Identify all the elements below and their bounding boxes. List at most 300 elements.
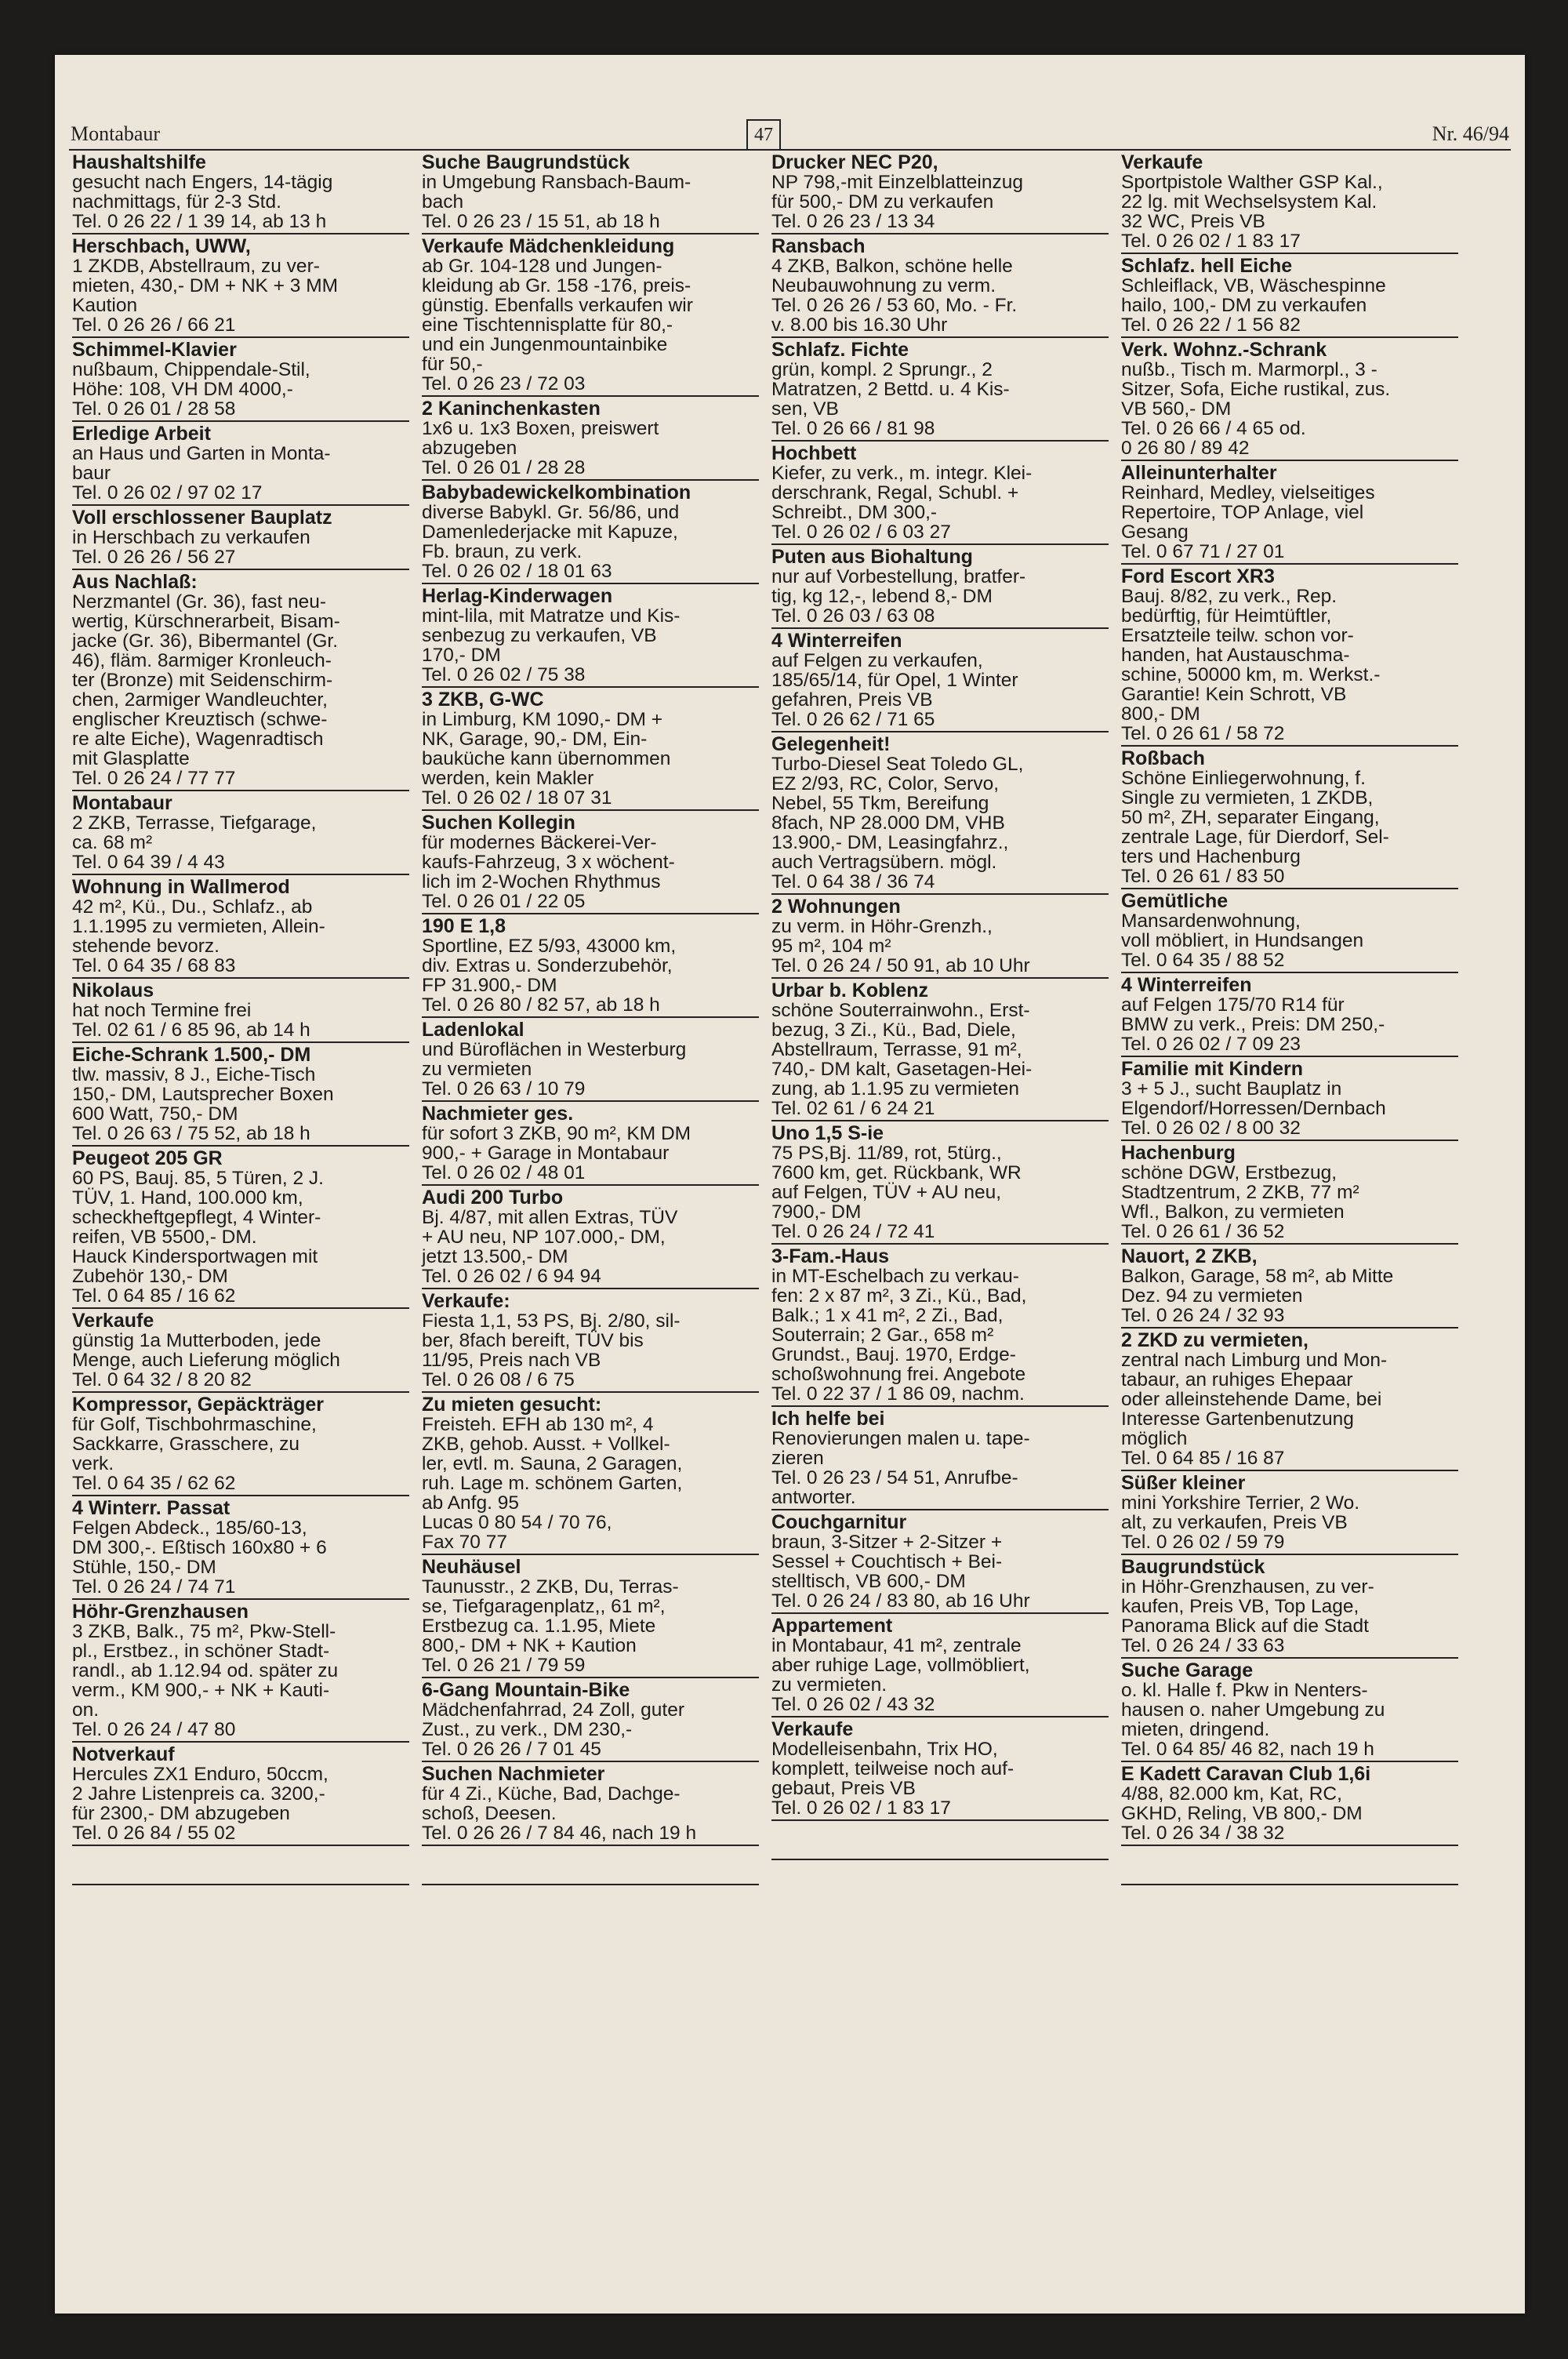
- ad-text-line: nußbaum, Chippendale-Stil,: [72, 359, 310, 380]
- ad-text-line: Bauj. 8/82, zu verk., Rep.: [1121, 586, 1338, 607]
- ad-text-line: zieren: [771, 1448, 824, 1469]
- ad-text-line: Abstellraum, Terrasse, 91 m²,: [771, 1039, 1022, 1060]
- ad-text-line: schöne Souterrainwohn., Erst-: [771, 1000, 1030, 1021]
- ad-phone: Tel. 0 64 32 / 8 20 82: [72, 1369, 252, 1390]
- classified-ad: [771, 1123, 1109, 1245]
- ad-text-line: mint-lila, mit Matratze und Kis-: [422, 605, 681, 627]
- ad-text-line: derschrank, Regal, Schubl. +: [771, 482, 1019, 503]
- ad-text-line: 800,- DM + NK + Kaution: [422, 1635, 637, 1656]
- ad-text-line: zung, ab 1.1.95 zu vermieten: [771, 1078, 1019, 1100]
- ad-text-line: Lucas 0 80 54 / 70 76,: [422, 1512, 612, 1533]
- ad-text-line: zu verm. in Höhr-Grenzh.,: [771, 916, 993, 937]
- classified-ad: [771, 547, 1109, 629]
- ad-text-line: jacke (Gr. 36), Bibermantel (Gr.: [72, 631, 339, 652]
- ad-text-line: Schöne Einliegerwohnung, f.: [1121, 768, 1366, 789]
- ad-phone: Tel. 0 26 23 / 13 34: [771, 211, 935, 232]
- ad-text-line: NP 798,-mit Einzelblatteinzug: [771, 172, 1023, 193]
- ad-text-line: für sofort 3 ZKB, 90 m², KM DM: [422, 1123, 691, 1144]
- ad-text-line: für 4 Zi., Küche, Bad, Dachge-: [422, 1783, 681, 1805]
- ad-title: Gemütliche: [1121, 890, 1229, 912]
- ad-phone: Tel. 0 26 22 / 1 56 82: [1121, 314, 1301, 336]
- ad-text-line: Gesang: [1121, 522, 1189, 543]
- ad-text-line: 95 m², 104 m²: [771, 936, 891, 957]
- classified-ad: [1121, 1473, 1458, 1555]
- ad-text-line: tig, kg 12,-, lebend 8,- DM: [771, 586, 993, 607]
- ad-text-line: Dez. 94 zu vermieten: [1121, 1285, 1303, 1307]
- ad-phone: 0 26 80 / 89 42: [1121, 438, 1250, 459]
- classified-ad: [771, 152, 1109, 234]
- classified-ad: [72, 1498, 409, 1600]
- ad-title: Nachmieter ges.: [422, 1103, 574, 1125]
- ad-title: Verkaufe: [771, 1718, 854, 1740]
- ad-text-line: baur: [72, 463, 111, 484]
- ad-phone: Tel. 0 26 02 / 7 09 23: [1121, 1034, 1301, 1055]
- classified-ad: [771, 734, 1109, 895]
- ad-text-line: randl., ab 1.12.94 od. später zu: [72, 1660, 339, 1681]
- classified-ad: [72, 1394, 409, 1496]
- ad-text-line: jetzt 13.500,- DM: [422, 1246, 568, 1267]
- classified-ad: [422, 1291, 759, 1393]
- ad-text-line: werden, kein Makler: [422, 768, 594, 789]
- issue-number: Nr. 46/94: [1432, 122, 1509, 145]
- ad-text-line: alt, zu verkaufen, Preis VB: [1121, 1512, 1348, 1533]
- ad-column-2: [422, 152, 759, 1885]
- ad-text-line: Tel. 0 26 26 / 53 60, Mo. - Fr.: [771, 295, 1018, 316]
- ad-phone: Tel. 0 67 71 / 27 01: [1121, 541, 1285, 562]
- classified-ad: [72, 877, 409, 979]
- ad-text-line: eine Tischtennisplatte für 80,-: [422, 314, 673, 336]
- ad-phone: Tel. 0 26 02 / 1 83 17: [1121, 231, 1301, 252]
- ad-text-line: aber ruhige Lage, vollmöbliert,: [771, 1655, 1030, 1676]
- ad-text-line: scheckheftgepflegt, 4 Winter-: [72, 1207, 321, 1228]
- classified-ad: [422, 1187, 759, 1289]
- classified-ad: [72, 572, 409, 791]
- ad-title: Audi 200 Turbo: [422, 1187, 564, 1209]
- classified-ad: [771, 1246, 1109, 1407]
- ad-text-line: schoß, Deesen.: [422, 1803, 557, 1824]
- ad-phone: Tel. 0 26 63 / 10 79: [422, 1078, 586, 1100]
- ad-phone: Fax 70 77: [422, 1532, 507, 1553]
- ad-text-line: EZ 2/93, RC, Color, Servo,: [771, 773, 1000, 794]
- ad-text-line: ler, evtl. m. Sauna, 2 Garagen,: [422, 1453, 683, 1474]
- ad-text-line: Neubauwohnung zu verm.: [771, 275, 996, 296]
- ad-phone: Tel. 0 26 03 / 63 08: [771, 605, 935, 627]
- ad-title: Süßer kleiner: [1121, 1472, 1246, 1494]
- ad-title: Baugrundstück: [1121, 1556, 1265, 1578]
- ad-text-line: bach: [422, 191, 464, 213]
- ad-text-line: Mansardenwohnung,: [1121, 911, 1301, 932]
- ad-text-line: Sportline, EZ 5/93, 43000 km,: [422, 936, 677, 957]
- ad-text-line: schoßwohnung frei. Angebote: [771, 1364, 1026, 1385]
- ad-phone: Tel. 0 26 02 / 75 38: [422, 664, 586, 685]
- ad-text-line: zu vermieten: [422, 1059, 532, 1080]
- ad-phone: Tel. 0 26 61 / 36 52: [1121, 1221, 1285, 1242]
- classified-ad: [1121, 1246, 1458, 1329]
- classified-ad: [771, 980, 1109, 1121]
- ad-phone: Tel. 0 26 02 / 1 83 17: [771, 1797, 951, 1819]
- ad-title: Roßbach: [1121, 747, 1205, 769]
- ad-phone: Tel. 0 26 26 / 7 84 46, nach 19 h: [422, 1823, 697, 1844]
- classified-ad: [422, 1764, 759, 1846]
- ad-text-line: 7900,- DM: [771, 1201, 862, 1223]
- ad-text-line: mini Yorkshire Terrier, 2 Wo.: [1121, 1492, 1360, 1514]
- ad-text-line: günstig 1a Mutterboden, jede: [72, 1330, 321, 1351]
- ad-phone: Tel. 0 26 01 / 28 28: [422, 457, 586, 478]
- ad-text-line: TÜV, 1. Hand, 100.000 km,: [72, 1187, 303, 1209]
- ad-title: Aus Nachlaß:: [72, 571, 198, 593]
- classified-ad: [1121, 1330, 1458, 1471]
- ad-phone: Tel. 0 26 02 / 43 32: [771, 1694, 935, 1715]
- ad-text-line: Kiefer, zu verk., m. integr. Klei-: [771, 463, 1033, 484]
- ad-text-line: Grundst., Bauj. 1970, Erdge-: [771, 1344, 1016, 1365]
- ad-text-line: zu vermieten.: [771, 1674, 887, 1696]
- ad-text-line: auch Vertragsübern. mögl.: [771, 852, 997, 873]
- ad-text-line: Modelleisenbahn, Trix HO,: [771, 1739, 998, 1760]
- classified-ad: [771, 1512, 1109, 1614]
- ad-text-line: oder alleinstehende Dame, bei: [1121, 1389, 1382, 1410]
- ad-title: Hochbett: [771, 442, 857, 464]
- ad-phone: Tel. 0 26 02 / 59 79: [1121, 1532, 1285, 1553]
- ad-text-line: Wfl., Balkon, zu vermieten: [1121, 1201, 1345, 1223]
- ad-text-line: Sitzer, Sofa, Eiche rustikal, zus.: [1121, 379, 1391, 400]
- ad-text-line: Bj. 4/87, mit allen Extras, TÜV: [422, 1207, 678, 1228]
- ad-text-line: ZKB, gehob. Ausst. + Vollkel-: [422, 1434, 670, 1455]
- ad-title: Verkaufe: [1121, 151, 1203, 173]
- ad-phone: Tel. 0 64 85/ 46 82, nach 19 h: [1121, 1739, 1374, 1760]
- ad-text-line: kaufs-Fahrzeug, 3 x wöchent-: [422, 852, 675, 873]
- ad-text-line: nur auf Vorbestellung, bratfer-: [771, 566, 1026, 587]
- ad-text-line: Freisteh. EFH ab 130 m², 4: [422, 1414, 654, 1435]
- classified-ad: [1121, 1059, 1458, 1141]
- ad-text-line: Sessel + Couchtisch + Bei-: [771, 1551, 1003, 1572]
- ad-text-line: gebaut, Preis VB: [771, 1778, 916, 1799]
- ad-text-line: div. Extras u. Sonderzubehör,: [422, 955, 673, 976]
- ad-text-line: für Golf, Tischbohrmaschine,: [72, 1414, 317, 1435]
- classified-ad: [72, 507, 409, 570]
- page-number: 47: [746, 119, 781, 149]
- classified-ad: [771, 1616, 1109, 1717]
- ad-text-line: und ein Jungenmountainbike: [422, 334, 668, 355]
- ad-phone: Tel. 0 26 22 / 1 39 14, ab 13 h: [72, 211, 327, 232]
- ad-text-line: Single zu vermieten, 1 ZKDB,: [1121, 787, 1374, 809]
- ad-text-line: Ersatzteile teilw. schon vor-: [1121, 625, 1354, 646]
- ad-text-line: Fiesta 1,1, 53 PS, Bj. 2/80, sil-: [422, 1310, 681, 1332]
- ad-text-line: in Limburg, KM 1090,- DM +: [422, 709, 663, 730]
- ad-phone: Tel. 0 64 39 / 4 43: [72, 852, 225, 873]
- ad-text-line: reifen, VB 5500,- DM.: [72, 1227, 257, 1248]
- ad-text-line: günstig. Ebenfalls verkaufen wir: [422, 295, 693, 316]
- ad-text-line: Nerzmantel (Gr. 36), fast neu-: [72, 591, 327, 612]
- classified-ad: [422, 1020, 759, 1102]
- ad-text-line: Elgendorf/Horressen/Dernbach: [1121, 1098, 1386, 1119]
- ad-phone: Tel. 0 26 84 / 55 02: [72, 1823, 236, 1844]
- ad-title: Suche Garage: [1121, 1659, 1254, 1681]
- ad-text-line: Hauck Kindersportwagen mit: [72, 1246, 318, 1267]
- ad-text-line: voll möbliert, in Hundsangen: [1121, 930, 1364, 951]
- ad-phone: Tel. 0 26 80 / 82 57, ab 18 h: [422, 994, 660, 1016]
- ad-phone: Tel. 0 26 66 / 81 98: [771, 418, 935, 439]
- classified-ad: [771, 340, 1109, 442]
- ad-text-line: 2 Jahre Listenpreis ca. 3200,-: [72, 1783, 325, 1805]
- ad-title: Verkaufe:: [422, 1290, 510, 1312]
- ad-title: Suche Baugrundstück: [422, 151, 630, 173]
- ad-phone: Tel. 0 26 02 / 97 02 17: [72, 482, 263, 503]
- ad-text-line: ruh. Lage m. schönem Garten,: [422, 1473, 683, 1494]
- ad-title: Suchen Nachmieter: [422, 1763, 605, 1785]
- ad-text-line: bauküche kann übernommen: [422, 748, 671, 769]
- ad-text-line: Tel. 0 26 23 / 54 51, Anrufbe-: [771, 1467, 1018, 1488]
- ad-text-line: 2 ZKB, Terrasse, Tiefgarage,: [72, 812, 317, 834]
- ad-phone: Tel. 0 26 21 / 79 59: [422, 1655, 586, 1676]
- ad-text-line: Nebel, 55 Tkm, Bereifung: [771, 793, 989, 814]
- ad-text-line: auf Felgen zu verkaufen,: [771, 650, 983, 671]
- classified-ad: [422, 1103, 759, 1186]
- ad-text-line: tabaur, an ruhiges Ehepaar: [1121, 1369, 1353, 1390]
- ad-phone: Tel. 0 26 62 / 71 65: [771, 709, 935, 730]
- classified-ad: [1121, 463, 1458, 565]
- ad-text-line: 13.900,- DM, Leasingfahrz.,: [771, 832, 1009, 853]
- ad-phone: Tel. 02 61 / 6 85 96, ab 14 h: [72, 1020, 310, 1041]
- classified-ad: [422, 1557, 759, 1678]
- classified-ad: [1121, 748, 1458, 889]
- ad-text-line: Felgen Abdeck., 185/60-13,: [72, 1518, 307, 1539]
- ad-text-line: für modernes Bäckerei-Ver-: [422, 832, 657, 853]
- ad-text-line: mit Glasplatte: [72, 748, 190, 769]
- ad-text-line: Turbo-Diesel Seat Toledo GL,: [771, 754, 1024, 775]
- ad-phone: Tel. 0 26 02 / 48 01: [422, 1162, 586, 1183]
- ad-phone: Tel. 0 26 61 / 83 50: [1121, 866, 1285, 887]
- ad-text-line: wertig, Kürschnerarbeit, Bisam-: [72, 611, 340, 632]
- ad-text-line: 4/88, 82.000 km, Kat, RC,: [1121, 1783, 1342, 1805]
- ad-title: Zu mieten gesucht:: [422, 1394, 602, 1416]
- ad-phone: Tel. 0 64 85 / 16 62: [72, 1285, 236, 1307]
- ad-text-line: Garantie! Kein Schrott, VB: [1121, 684, 1347, 705]
- ad-text-line: 4 ZKB, Balkon, schöne helle: [771, 256, 1013, 277]
- classified-ad: [771, 443, 1109, 545]
- ad-title: Montabaur: [72, 792, 172, 814]
- ad-text-line: Taunusstr., 2 ZKB, Du, Terras-: [422, 1576, 679, 1598]
- ad-text-line: in Herschbach zu verkaufen: [72, 527, 310, 548]
- ad-text-line: nußb., Tisch m. Marmorpl., 3 -: [1121, 359, 1377, 380]
- ad-text-line: Erstbezug ca. 1.1.95, Miete: [422, 1616, 656, 1637]
- ad-text-line: ters und Hachenburg: [1121, 846, 1301, 867]
- ad-title: 2 ZKD zu vermieten,: [1121, 1329, 1308, 1351]
- ad-phone: Tel. 0 64 35 / 62 62: [72, 1473, 236, 1494]
- ad-text-line: komplett, teilweise noch auf-: [771, 1758, 1014, 1779]
- classified-ad: [1121, 891, 1458, 973]
- classified-ad: [1121, 1557, 1458, 1659]
- ad-text-line: schine, 50000 km, m. Werkst.-: [1121, 664, 1381, 685]
- ad-title: E Kadett Caravan Club 1,6i: [1121, 1763, 1371, 1785]
- ad-text-line: lich im 2-Wochen Rhythmus: [422, 871, 661, 892]
- classified-ad: [72, 793, 409, 875]
- ad-phone: Tel. 0 26 01 / 22 05: [422, 891, 586, 912]
- classified-ad: [771, 896, 1109, 979]
- ad-text-line: gefahren, Preis VB: [771, 689, 933, 711]
- ad-text-line: Panorama Blick auf die Stadt: [1121, 1616, 1369, 1637]
- classified-ad: [72, 236, 409, 338]
- ad-title: Notverkauf: [72, 1743, 175, 1765]
- ad-text-line: DM 300,-. Eßtisch 160x80 + 6: [72, 1537, 327, 1558]
- classified-ad: [771, 1408, 1109, 1510]
- ad-text-line: 75 PS,Bj. 11/89, rot, 5türg.,: [771, 1143, 1002, 1164]
- ad-phone: antworter.: [771, 1487, 856, 1508]
- ad-text-line: 185/65/14, für Opel, 1 Winter: [771, 670, 1018, 691]
- ad-text-line: Stühle, 150,- DM: [72, 1557, 216, 1578]
- ad-text-line: mieten, 430,- DM + NK + 3 MM: [72, 275, 339, 296]
- ad-text-line: 60 PS, Bauj. 85, 5 Türen, 2 J.: [72, 1168, 324, 1189]
- classified-ad: [1121, 340, 1458, 461]
- ad-title: Nikolaus: [72, 980, 154, 1001]
- ad-text-line: für 500,- DM zu verkaufen: [771, 191, 994, 213]
- ad-text-line: in Montabaur, 41 m², zentrale: [771, 1635, 1022, 1656]
- ad-text-line: 170,- DM: [422, 645, 501, 666]
- ad-text-line: 42 m², Kü., Du., Schlafz., ab: [72, 896, 313, 918]
- classified-ad: [1121, 975, 1458, 1057]
- classified-ad: [72, 152, 409, 234]
- ad-title: Herschbach, UWW,: [72, 235, 251, 257]
- ad-text-line: + AU neu, NP 107.000,- DM,: [422, 1227, 666, 1248]
- classified-ad: [72, 1310, 409, 1393]
- ad-title: Familie mit Kindern: [1121, 1058, 1303, 1080]
- ad-text-line: kleidung ab Gr. 158 -176, preis-: [422, 275, 691, 296]
- ad-column-4: [1121, 152, 1458, 1885]
- ad-text-line: 600 Watt, 750,- DM: [72, 1103, 238, 1125]
- ad-text-line: englischer Kreuztisch (schwe-: [72, 709, 328, 730]
- ad-phone: Tel. 0 26 26 / 66 21: [72, 314, 236, 336]
- ad-text-line: mieten, dringend.: [1121, 1719, 1270, 1740]
- classified-ad: [771, 1719, 1109, 1821]
- ad-text-line: in MT-Eschelbach zu verkau-: [771, 1266, 1019, 1287]
- ad-text-line: 800,- DM: [1121, 703, 1200, 725]
- ad-text-line: 11/95, Preis nach VB: [422, 1350, 601, 1371]
- ad-text-line: 1.1.1995 zu vermieten, Allein-: [72, 916, 325, 937]
- classified-ad: [422, 586, 759, 688]
- ad-text-line: ca. 68 m²: [72, 832, 153, 853]
- ad-text-line: Reinhard, Medley, vielseitiges: [1121, 482, 1375, 503]
- ad-text-line: fen: 2 x 87 m², 3 Zi., Kü., Bad,: [771, 1285, 1027, 1307]
- ad-title: Verkaufe Mädchenkleidung: [422, 235, 675, 257]
- ad-phone: Tel. 0 64 38 / 36 74: [771, 871, 935, 892]
- ad-title: Herlag-Kinderwagen: [422, 585, 613, 607]
- ad-title: Schimmel-Klavier: [72, 339, 237, 361]
- ad-title: Wohnung in Wallmerod: [72, 876, 290, 898]
- ad-title: 2 Kaninchenkasten: [422, 398, 601, 420]
- ad-text-line: Menge, auch Lieferung möglich: [72, 1350, 340, 1371]
- ad-title: Ransbach: [771, 235, 866, 257]
- ad-text-line: schöne DGW, Erstbezug,: [1121, 1162, 1338, 1183]
- ad-text-line: 900,- + Garage in Montabaur: [422, 1143, 670, 1164]
- ad-column-1: [72, 152, 409, 1885]
- ad-phone: Tel. 0 26 08 / 6 75: [422, 1369, 575, 1390]
- ad-phone: Tel. 0 64 35 / 68 83: [72, 955, 236, 976]
- ad-title: Babybadewickelkombination: [422, 482, 691, 503]
- ad-text-line: se, Tiefgaragenplatz,, 61 m²,: [422, 1596, 666, 1617]
- classified-ad: [422, 1394, 759, 1555]
- ad-title: Ladenlokal: [422, 1019, 524, 1041]
- ad-text-line: abzugeben: [422, 438, 517, 459]
- ad-text-line: 1x6 u. 1x3 Boxen, preiswert: [422, 418, 659, 439]
- ad-title: Verkaufe: [72, 1310, 154, 1332]
- ad-phone: Tel. 0 26 26 / 56 27: [72, 547, 236, 568]
- ad-text-line: handen, hat Austauschma-: [1121, 645, 1350, 666]
- ad-text-line: Balkon, Garage, 58 m², ab Mitte: [1121, 1266, 1394, 1287]
- ad-title: Höhr-Grenzhausen: [72, 1601, 249, 1623]
- classified-ad: [72, 340, 409, 422]
- ad-title: 3 ZKB, G-WC: [422, 689, 544, 711]
- ad-phone: Tel. 0 26 26 / 7 01 45: [422, 1739, 601, 1760]
- classified-ad: [422, 482, 759, 584]
- ad-phone: Tel. 0 26 02 / 18 01 63: [422, 561, 612, 582]
- ad-text-line: Schreibt., DM 300,-: [771, 502, 938, 523]
- ad-title: Alleinunterhalter: [1121, 462, 1277, 484]
- ad-text-line: braun, 3-Sitzer + 2-Sitzer +: [771, 1532, 1003, 1553]
- ad-phone: Tel. 02 61 / 6 24 21: [771, 1098, 935, 1119]
- ad-phone: Tel. 0 22 37 / 1 86 09, nachm.: [771, 1383, 1025, 1405]
- ad-phone: Tel. 0 26 02 / 8 00 32: [1121, 1118, 1301, 1139]
- ad-text-line: 46), fläm. 8armiger Kronleuch-: [72, 650, 332, 671]
- ad-phone: Tel. 0 26 24 / 83 80, ab 16 Uhr: [771, 1590, 1030, 1612]
- ad-phone: Tel. 0 26 02 / 6 94 94: [422, 1266, 601, 1287]
- ad-text-line: Höhe: 108, VH DM 4000,-: [72, 379, 293, 400]
- ad-title: Nauort, 2 ZKB,: [1121, 1245, 1258, 1267]
- ad-text-line: pl., Erstbez., in schöner Stadt-: [72, 1641, 330, 1662]
- ad-text-line: Tel. 0 26 66 / 4 65 od.: [1121, 418, 1306, 439]
- ad-title: Uno 1,5 S-ie: [771, 1122, 884, 1144]
- ad-text-line: 150,- DM, Lautsprecher Boxen: [72, 1084, 334, 1105]
- ad-text-line: hailo, 100,- DM zu verkaufen: [1121, 295, 1367, 316]
- ad-text-line: NK, Garage, 90,- DM, Ein-: [422, 729, 648, 750]
- ad-title: Puten aus Biohaltung: [771, 546, 973, 568]
- ad-text-line: diverse Babykl. Gr. 56/86, und: [422, 502, 680, 523]
- ad-title: Erledige Arbeit: [72, 423, 211, 445]
- ad-text-line: tlw. massiv, 8 J., Eiche-Tisch: [72, 1064, 316, 1085]
- column-end-rule: [771, 1823, 1109, 1860]
- classified-ad: [72, 980, 409, 1043]
- ad-text-line: Fb. braun, zu verk.: [422, 541, 583, 562]
- ad-text-line: Zust., zu verk., DM 230,-: [422, 1719, 633, 1740]
- ad-phone: v. 8.00 bis 16.30 Uhr: [771, 314, 948, 336]
- ad-phone: Tel. 0 26 02 / 18 07 31: [422, 787, 612, 809]
- classified-ad: [422, 152, 759, 234]
- ad-text-line: Sportpistole Walther GSP Kal.,: [1121, 172, 1383, 193]
- ad-title: Couchgarnitur: [771, 1511, 907, 1533]
- ad-phone: Tel. 0 26 24 / 33 63: [1121, 1635, 1285, 1656]
- ad-text-line: verk.: [72, 1453, 114, 1474]
- ad-text-line: re alte Eiche), Wagenradtisch: [72, 729, 324, 750]
- ad-text-line: ber, 8fach bereift, TÜV bis: [422, 1330, 644, 1351]
- ad-text-line: möglich: [1121, 1428, 1188, 1449]
- ad-text-line: sen, VB: [771, 398, 839, 420]
- ad-text-line: kaufen, Preis VB, Top Lage,: [1121, 1596, 1359, 1617]
- column-end-rule: [1121, 1848, 1458, 1885]
- ad-text-line: Stadtzentrum, 2 ZKB, 77 m²: [1121, 1182, 1359, 1203]
- classified-ad: [72, 1744, 409, 1846]
- ad-text-line: FP 31.900,- DM: [422, 975, 557, 996]
- ad-text-line: 3 + 5 J., sucht Bauplatz in: [1121, 1078, 1342, 1100]
- ad-text-line: Souterrain; 2 Gar., 658 m²: [771, 1325, 994, 1346]
- classified-ad: [72, 1045, 409, 1147]
- ad-text-line: für 50,-: [422, 354, 483, 375]
- ad-column-3: [771, 152, 1109, 1860]
- classified-ad: [1121, 1143, 1458, 1245]
- ad-title: Ich helfe bei: [771, 1408, 885, 1430]
- ad-text-line: Zubehör 130,- DM: [72, 1266, 228, 1287]
- ad-text-line: ab Anfg. 95: [422, 1492, 519, 1514]
- ad-text-line: und Büroflächen in Westerburg: [422, 1039, 687, 1060]
- ad-phone: Tel. 0 26 34 / 38 32: [1121, 1823, 1285, 1844]
- ad-phone: Tel. 0 26 63 / 75 52, ab 18 h: [72, 1123, 310, 1144]
